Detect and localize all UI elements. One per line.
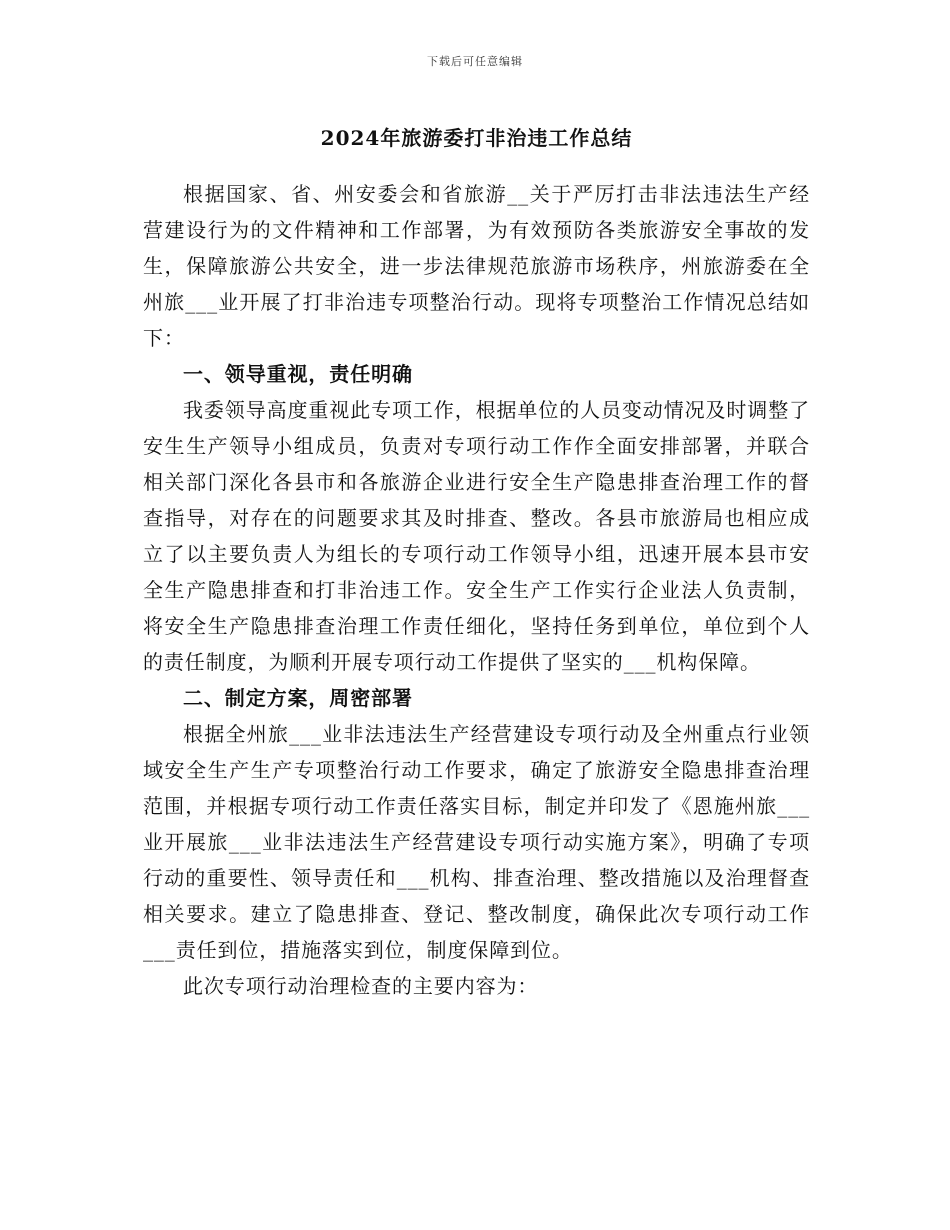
document-content — [143, 120, 810, 1004]
paragraph-intro: 根据国家、省、州安委会和省旅游__关于严厉打击非法违法生产经营建设行为的文件精神和工作部署，为有效预防各类旅游安全事故的发生，保障旅游公共安全，进一步法律规范旅游市场秩序，州旅游委在全州旅___业开展了打非治违专项整治行动。现将专项整治工作情况总结如下： — [143, 182, 810, 350]
section-heading-2: 二、制定方案，周密部署 — [183, 686, 413, 710]
document-title: 2024年旅游委打非治违工作总结 — [320, 126, 633, 150]
paragraph-section-2: 根据全州旅___业非法违法生产经营建设专项行动及全州重点行业领域安全生产生产专项整治行动工作要求，确定了旅游安全隐患排查治理范围，并根据专项行动工作责任落实目标，制定并印发了《恩施州旅___业开展旅___业非法违法生产经营建设专项行动实施方案》，明确了专项行动的重要性、领导责任和___机构、排查治理、整改措施以及治理督查相关要求。建立了隐患排查、登记、整改制度，确保此次专项行动工作___责任到位，措施落实到位，制度保障到位。 — [143, 722, 810, 962]
paragraph-section-1: 我委领导高度重视此专项工作，根据单位的人员变动情况及时调整了安生生产领导小组成员，负责对专项行动工作作全面安排部署，并联合相关部门深化各县市和各旅游企业进行安全生产隐患排查治理工作的督查指导，对存在的问题要求其及时排查、整改。各县市旅游局也相应成立了以主要负责人为组长的专项行动工作领导小组，迅速开展本县市安全生产隐患排查和打非治违工作。安全生产工作实行企业法人负责制，将安全生产隐患排查治理工作责任细化，坚持任务到单位，单位到个人的责任制度，为顺利开展专项行动工作提供了坚实的___机构保障。 — [143, 398, 810, 674]
section-heading-1: 一、领导重视，责任明确 — [183, 362, 413, 386]
header-note: 下载后可任意编辑 — [427, 55, 523, 68]
paragraph-inspection-content: 此次专项行动治理检查的主要内容为： — [183, 974, 539, 998]
